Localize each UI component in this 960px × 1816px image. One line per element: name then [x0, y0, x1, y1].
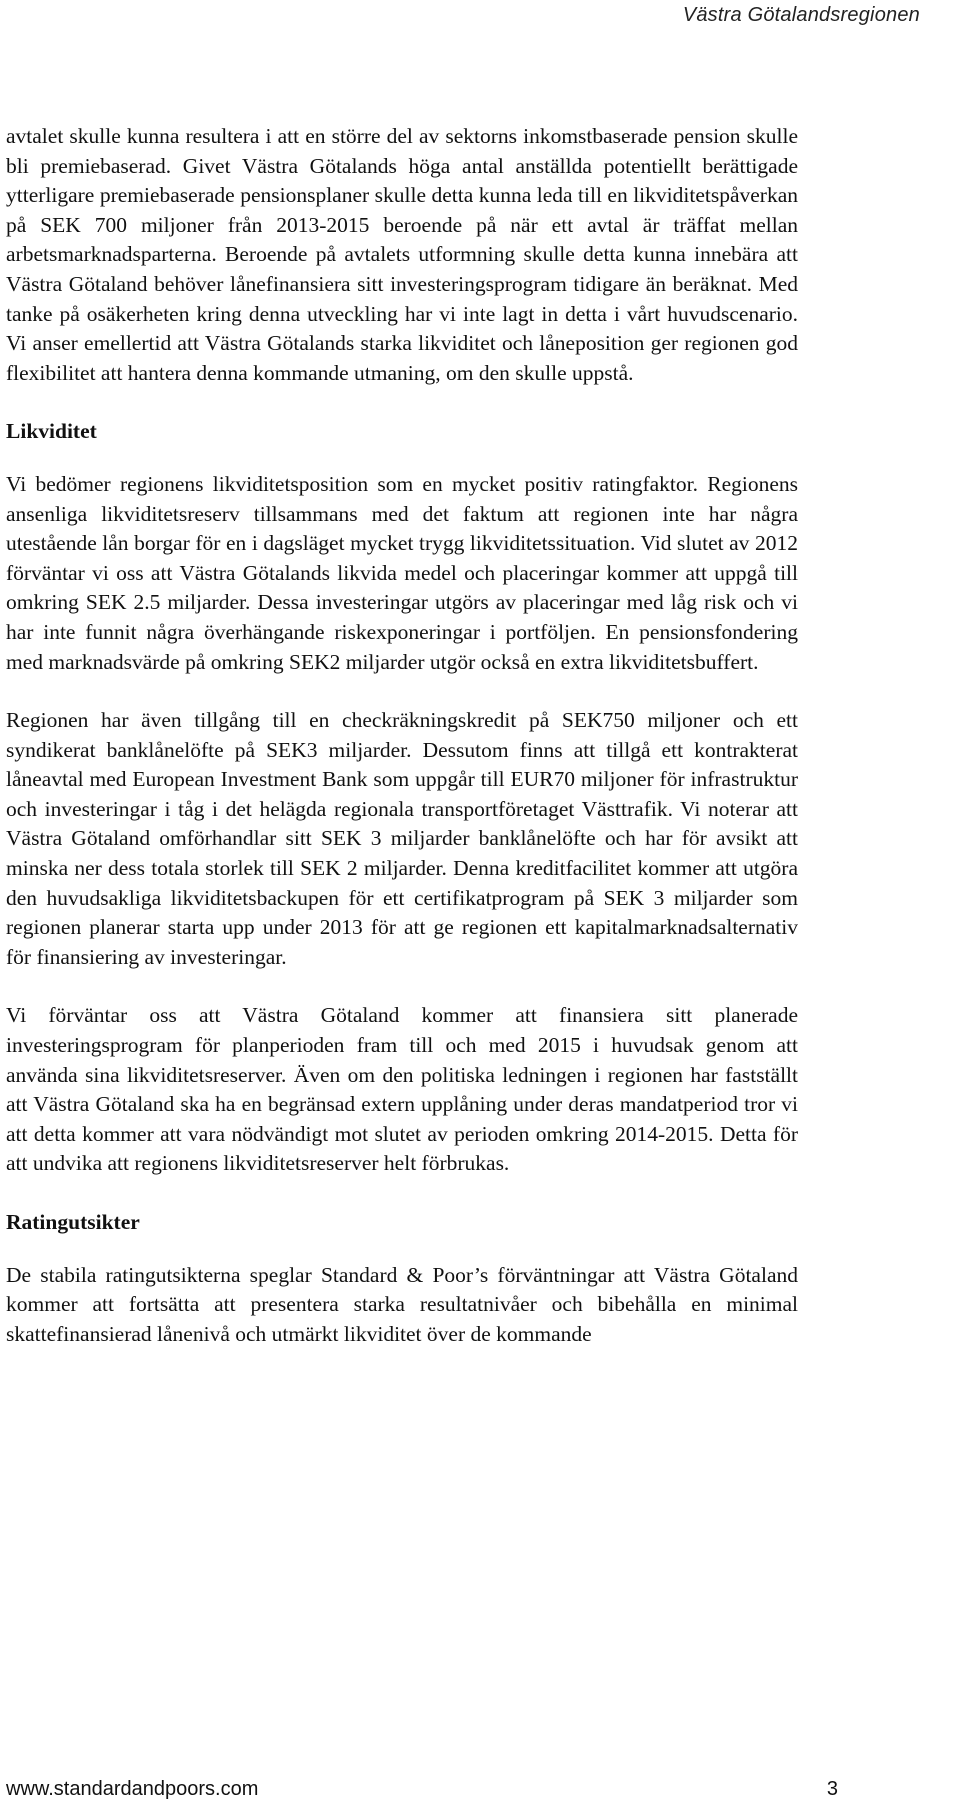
paragraph-pension: avtalet skulle kunna resultera i att en större del av sektorns inkomstbaserade pension skulle bli premiebaserad. Givet Västra Götalands höga antal anställda potentiellt berättigade ytterligare premiebaserade pensionsplaner skulle detta kunna leda till en likviditetspåverkan på SEK 700 miljoner från 2013-2015 beroende på när ett avtal är träffat mellan arbetsmarknadsparterna. Beroende på avtalets utformning skulle detta kunna innebära att Västra Götaland behöver lånefinansiera sitt investeringsprogram tidigare än beräknat. Med tanke på osäkerheten kring denna utveckling har vi inte lagt in detta i vårt huvudscenario. Vi anser emellertid att Västra Götalands starka likviditet och låneposition ger regionen god flexibilitet att hantera denna kommande utmaning, om den skulle uppstå. — [6, 124, 798, 385]
section-heading-likviditet: Likviditet — [6, 419, 97, 444]
paragraph-ratingutsikter: De stabila ratingutsikterna speglar Standard & Poor’s förväntningar att Västra Götaland kommer att fortsätta att presentera starka resultatnivåer och bibehålla en minimal skattefinansierad lånenivå och utmärkt likviditet över de kommande — [6, 1262, 798, 1346]
section-heading-ratingutsikter: Ratingutsikter — [6, 1210, 140, 1234]
footer-website-link[interactable]: www.standardandpoors.com — [6, 1778, 259, 1800]
page-number: 3 — [826, 1778, 838, 1800]
paragraph-kredit: Regionen har även tillgång till en checkräkningskredit på SEK750 miljoner och ett syndikerat banklånelöfte på SEK3 miljarder. Dessutom finns att tillgå ett kontrakterat låneavtal med European Investment Bank som uppgår till EUR70 miljoner för infrastruktur och investeringar i tåg i det helägda regionala transportföretaget Västtrafik. Vi noterar att Västra Götaland omförhandlar sitt SEK 3 miljarder banklånelöfte och har för avsikt att minska ner dess totala storlek till SEK 2 miljarder. Denna kreditfacilitet kommer att utgöra den huvudsakliga likviditetsbackupen för ett certifikatprogram på SEK 3 miljarder som regionen planerar starta upp under 2013 för att ge regionen ett kapitalmarknadsalternativ för finansiering av investeringar. — [6, 708, 798, 969]
paragraph-finansiering: Vi förväntar oss att Västra Götaland kommer att finansiera sitt planerade investeringsprogram för planperioden fram till och med 2015 i huvudsak genom att använda sina likviditetsreserver. Även om den politiska ledningen i regionen har fastställt att Västra Götaland ska ha en begränsad extern upplåning under deras mandatperiod tror vi att detta kommer att vara nödvändigt mot slutet av perioden omkring 2014-2015. Detta för att undvika att regionens likviditetsreserver helt förbrukas. — [6, 1003, 798, 1176]
running-header: Västra Götalandsregionen — [682, 4, 920, 26]
document-body — [6, 122, 798, 1349]
paragraph-likviditet: Vi bedömer regionens likviditetsposition som en mycket positiv ratingfaktor. Regionens ansenliga likviditetsreserv tillsammans med det faktum att regionen inte har några utestående lån borgar för en i dagsläget mycket trygg likviditetssituation. Vid slutet av 2012 förväntar vi oss att Västra Götalands likvida medel och placeringar kommer att uppgå till omkring SEK 2.5 miljarder. Dessa investeringar utgörs av placeringar med låg risk och vi har inte funnit några överhängande riskexponeringar i portföljen. En pensionsfondering med marknadsvärde på omkring SEK2 miljarder utgör också en extra likviditetsbuffert. — [6, 471, 798, 674]
